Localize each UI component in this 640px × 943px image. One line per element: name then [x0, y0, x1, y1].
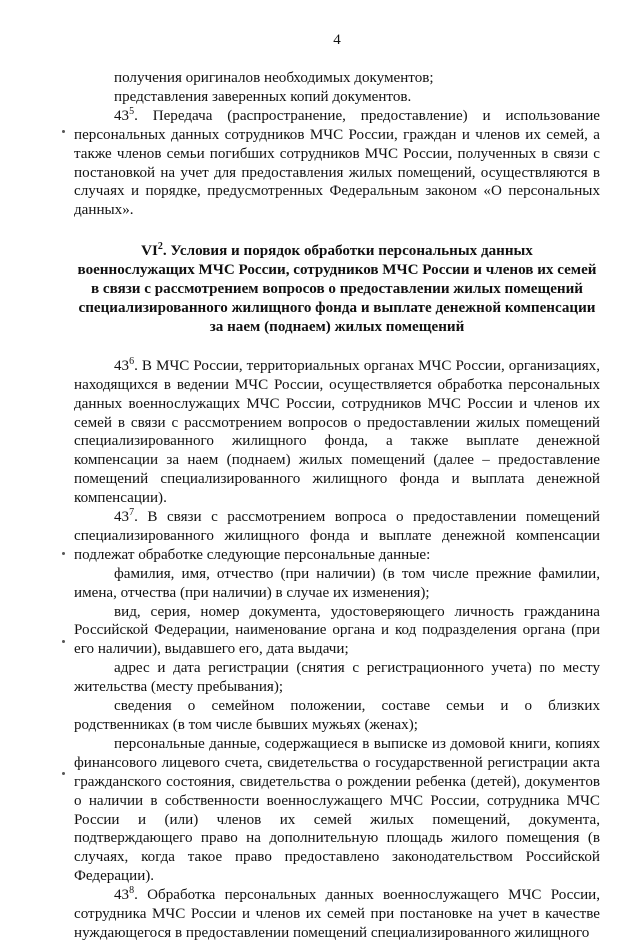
section-heading-line-4: специализированного жилищного фонда и выплате денежной компенсации [78, 299, 596, 316]
clause-number: 43 [114, 357, 130, 374]
section-heading [74, 242, 600, 337]
list-item-full-name: фамилия, имя, отчество (при наличии) (в том числе прежние фамилии, имена, отчества (при наличии) в случае их изменения); [74, 565, 600, 601]
section-heading-line-1 [74, 242, 600, 261]
paragraph-text: . В связи с рассмотрением вопроса о предоставлении помещений специализированного жилищного фонда и выплате денежной компенсации подлежат обработке следующие персональные данные: [74, 509, 600, 563]
paragraph-top-line-1: получения оригиналов необходимых документов; [114, 70, 434, 86]
list-item-registration-address: адрес и дата регистрации (снятия с регистрационного учета) по месту жительства (месту пребывания); [74, 660, 600, 696]
clause-superscript: 8 [129, 885, 135, 897]
scan-dot-mark [62, 772, 65, 775]
scan-dot-mark [62, 640, 65, 643]
paragraph-43-7 [74, 508, 600, 565]
section-title-first: . Условия и порядок обработки персональных данных [162, 243, 533, 260]
list-item-family-status: сведения о семейном положении, составе семьи и о близких родственниках (в том числе бывших мужьях (женах); [74, 698, 600, 733]
section-heading-line-3: в связи с рассмотрением вопросов о предоставлении жилых помещений [91, 281, 583, 298]
section-heading-line-5: за наем (поднаем) жилых помещений [209, 318, 465, 335]
section-superscript: 2 [157, 241, 163, 253]
paragraph-top-line-2: представления заверенных копий документов. [114, 88, 412, 105]
section-number: VI [141, 243, 158, 260]
paragraph-text: . Обработка персональных данных военнослужащего МЧС России, сотрудника МЧС России и членов их семей при постановке на учет в качестве нуждающегося в предоставлении помещений специализированного жилищного [74, 887, 600, 941]
clause-superscript: 6 [129, 355, 135, 367]
clause-number: 43 [114, 887, 130, 904]
paragraph-43-6 [74, 357, 600, 508]
paragraph-43-5 [74, 107, 600, 220]
paragraph-43-8 [74, 886, 600, 943]
list-item-extract-documents: персональные данные, содержащиеся в выписке из домовой книги, копиях финансового лицевого счета, свидетельства о государственной регистрации акта гражданского состояния, свидетельства о рождении ребенка (детей), документов о наличии в собственности военнослужащего МЧС России, сотрудника МЧС России и (или) членов их семей жилых помещений, документа, подтверждающего право на дополнительную площадь жилого помещения (в случаях, когда такое право предоставлено законодательством Российской Федерации). [74, 735, 600, 885]
paragraph-text: . Передача (распространение, предоставление) и использование персональных данных сотрудников МЧС России, граждан и членов их семей, а также членов семьи погибших сотрудников МЧС России, полученных в связи с постановкой на учет для предоставления жилых помещений, осуществляются в случаях и порядке, предусмотренных Федеральным законом «О персональных данных». [74, 107, 600, 219]
section-heading-line-2: военнослужащих МЧС России, сотрудников МЧС России и членов их семей [77, 262, 597, 279]
paragraph-text: . В МЧС России, территориальных органах МЧС России, организациях, находящихся в ведении МЧС России, осуществляется обработка персональных данных военнослужащих МЧС России, сотрудников МЧС России и членов их семей в связи с рассмотрением вопросов о предоставлении жилых помещений специализированного жилищного фонда, а также выплате денежной компенсации за наем (поднаем) жилых помещений (далее – предоставление помещений специализированного жилищного фонда и выплата денежной компенсации). [74, 357, 600, 507]
clause-superscript: 5 [129, 105, 135, 117]
scan-dot-mark [62, 552, 65, 555]
clause-number: 43 [114, 107, 130, 124]
clause-number: 43 [114, 509, 130, 526]
clause-superscript: 7 [129, 507, 135, 518]
list-item-identity-document: вид, серия, номер документа, удостоверяющего личность гражданина Российской Федерации, наименование органа и код подразделения органа (при его наличии), выдавшего его, дата выдачи; [74, 603, 600, 658]
page-number: 4 [333, 32, 341, 48]
scan-dot-mark [62, 130, 65, 133]
